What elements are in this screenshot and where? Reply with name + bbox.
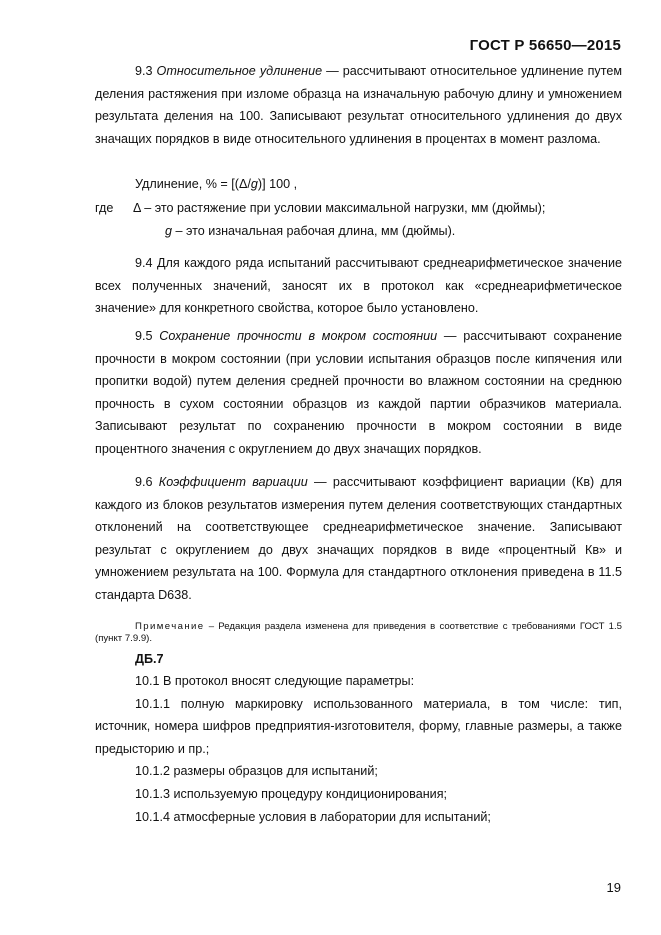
formula-legend-delta	[95, 201, 545, 215]
list-item: 10.1.1 полную маркировку использованного материала, в том числе: тип, источник, номера шифров предприятия-изготовителя, форму, главные размеры, а также предысторию и пр.;	[95, 696, 622, 756]
clause-number: 9.6	[135, 475, 159, 489]
clause-text: — рассчитывают коэффициент вариации (Кв) для каждого из блоков результатов измерения путем деления соответствующих стандартных отклонений на соответствующее среднеарифметическое значение. Записывают результат с округлением до двух значащих порядков в виде «процентный Кв» и умножением результата на 100. Формула для стандартного отклонения приведена в 11.5 стандарта D638.	[95, 475, 622, 602]
clause-text: — рассчитывают относительное удлинение путем деления растяжения при изломе образца на изначальную рабочую длину и умножением результата деления на 100. Записывают результат относительного удлинения до двух значащих порядков в виде относительного удлинения в процентах в момент разлома.	[95, 64, 623, 146]
legend-delta: Δ – это растяжение при условии максимальной нагрузки, мм (дюймы);	[133, 201, 546, 215]
list-item: 10.1.2 размеры образцов для испытаний;	[135, 764, 378, 779]
section-heading: ДБ.7	[135, 652, 164, 666]
clause-term: Коэффициент вариации	[158, 475, 308, 489]
formula-var-g: g	[250, 177, 258, 191]
document-header: ГОСТ Р 56650—2015	[469, 37, 621, 54]
clause-term: Сохранение прочности в мокром состоянии	[159, 329, 438, 343]
clause-text: — рассчитывают сохранение прочности в мокром состоянии (при условии испытания образцов после кипячения или пропитки водой) путем деления средней прочности во влажном состоянии на среднюю прочность в сухом состоянии образцов из каждой партии образчиков материала. Записывают результат по сохранению прочности в мокром состоянии в виде процентного значения с округлением до двух значащих порядков.	[95, 329, 622, 456]
note	[95, 621, 622, 644]
clause-9-6	[95, 471, 622, 607]
list-item: 10.1 В протокол вносят следующие параметры:	[135, 674, 415, 688]
protocol-items	[95, 670, 622, 828]
clause-9-3	[95, 60, 622, 150]
clause-number: 9.5	[135, 329, 160, 343]
elongation-formula: Удлинение, % = [(Δ/g)] 100 ,	[135, 177, 298, 191]
clause-9-4: 9.4 Для каждого ряда испытаний рассчитывают среднеарифметическое значение всех полученных значений, заносят их в протокол как «среднеарифметическое значение» для конкретного свойства, которое было установлено.	[95, 256, 622, 316]
page-number: 19	[606, 880, 621, 895]
note-text: – Редакция раздела изменена для приведения в соответствие с требованиями ГОСТ 1.5 (пункт 7.9.9).	[95, 621, 622, 644]
formula-legend-g: g – это изначальная рабочая длина, мм (дюймы).	[165, 224, 456, 238]
note-label: Примечание	[135, 621, 205, 632]
where-word: где	[95, 201, 114, 215]
clause-number: 9.3	[135, 64, 157, 78]
clause-9-5	[95, 325, 622, 461]
clause-term: Относительное удлинение	[156, 64, 323, 78]
list-item: 10.1.4 атмосферные условия в лаборатории для испытаний;	[135, 809, 491, 824]
list-item: 10.1.3 используемую процедуру кондиционирования;	[135, 786, 448, 801]
